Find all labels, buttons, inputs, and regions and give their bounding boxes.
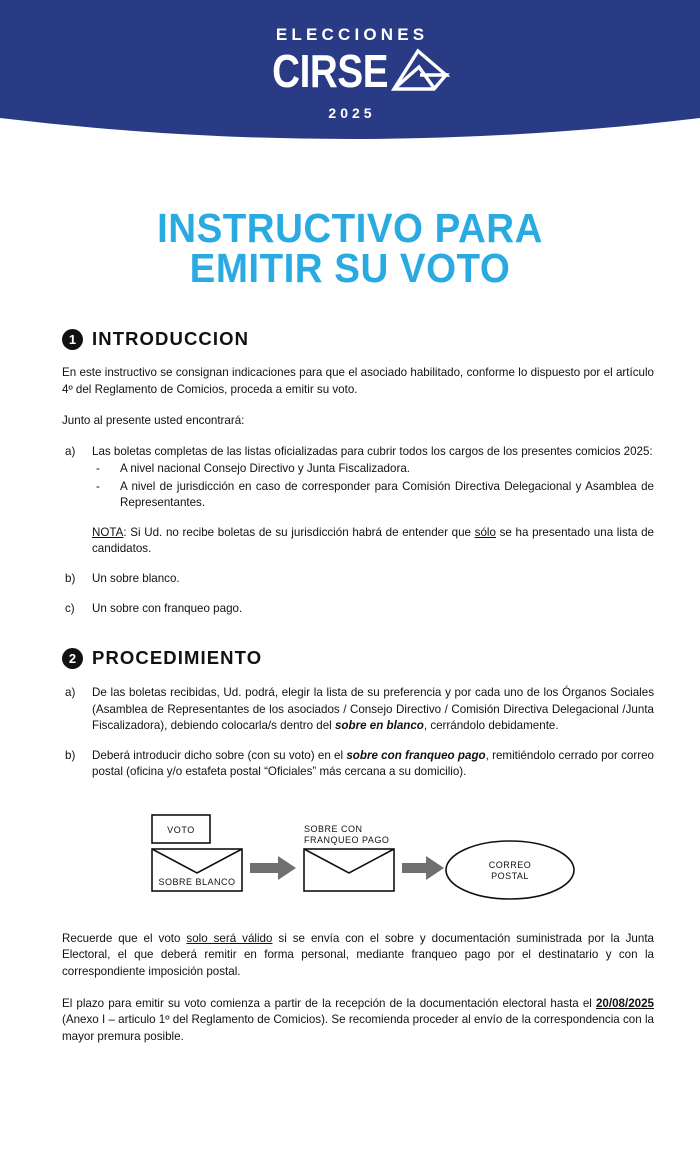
nota-label: NOTA (92, 525, 124, 539)
nota-paragraph (62, 525, 654, 558)
diagram-svg (138, 803, 578, 913)
sub-item-list (92, 461, 654, 511)
introduccion-item-list (62, 444, 654, 512)
document-body (0, 328, 700, 1045)
deadline-date: 20/08/2025 (595, 996, 654, 1010)
closing-2-part-2: (Anexo I – articulo 1º del Reglamento de Comicios). Se recomienda proceder al envío de la correspondencia con la mayor premura posible. (62, 1013, 654, 1043)
closing-1-part-1: Recuerde que el voto (62, 931, 187, 945)
list-item-marker: c) (65, 601, 75, 615)
intro-paragraph: En este instructivo se consignan indicaciones para que el asociado habilitado, conforme lo dispuesto por el artículo 4º del Reglamento de Comicios, proceda a emitir su voto. (62, 366, 654, 396)
list-item-marker: a) (65, 686, 76, 700)
list-item-marker: a) (65, 444, 76, 458)
nota-text-after: se ha presentado una lista de candidatos. (92, 525, 654, 555)
list-item-text-part-2: , cerrándolo debidamente. (423, 719, 559, 733)
sub-list-item (92, 479, 654, 512)
list-item-text: Las boletas completas de las listas oficializadas para cubrir todos los cargos de los presentes comicios 2025: (92, 444, 653, 458)
list-item-text-part-2: , remitiéndolo cerrado por correo postal (oficina y/o estafeta postal “Oficiales” más cercana a su domicilio). (92, 748, 654, 779)
list-item-text: Un sobre blanco. (92, 572, 180, 586)
envelope-monogram-icon (388, 48, 450, 94)
closing-paragraph-1 (62, 931, 654, 980)
white-envelope-label: SOBRE BLANCO (158, 876, 236, 887)
sub-list-item-text: A nivel de jurisdicción en caso de corresponder para Comisión Directiva Delegacional y Asamblea de Representantes. (120, 479, 654, 510)
dash-bullet-icon: - (96, 479, 100, 493)
list-item-text-part-1: Deberá introducir dicho sobre (con su voto) en el (92, 748, 347, 762)
sub-list-item-text: A nivel nacional Consejo Directivo y Junta Fiscalizadora. (120, 462, 410, 476)
brand-elecciones-text: ELECCIONES (275, 25, 429, 44)
list-item-text-part-1: De las boletas recibidas, Ud. podrá, elegir la lista de su preferencia y por cada uno de los Órganos Sociales (Asamblea de Representantes de los asociados / Consejo Directivo / Comisión Directiva Delegacional /Junta Fiscalizadora), debiendo colocarla/s dentro del (92, 686, 654, 733)
paid-envelope-label-line-1: SOBRE CON (304, 823, 363, 834)
list-item (62, 444, 654, 512)
postal-office-shape (446, 841, 574, 899)
page-title-line-2: EMITIR SU VOTO (189, 245, 511, 292)
section-number-badge-2: 2 (62, 648, 83, 669)
brand-cirse-text: CIRSE (272, 45, 389, 97)
page-header-banner (0, 0, 700, 152)
section-title-introduccion: INTRODUCCION (92, 328, 250, 350)
nota-emphasis: sólo (474, 525, 496, 539)
nota-text-before: : Si Ud. no recibe boletas de su jurisdicción habrá de entender que (123, 525, 475, 539)
arrow-right-icon (402, 856, 444, 880)
page-title (0, 205, 700, 292)
postal-label-line-2: POSTAL (491, 870, 529, 881)
list-item-emphasis: sobre con franqueo pago (346, 748, 486, 762)
vote-ballot-label: VOTO (167, 824, 195, 835)
arrow-right-icon (250, 856, 296, 880)
sub-list-item (92, 461, 654, 477)
section-title-procedimiento: PROCEDIMIENTO (92, 647, 263, 669)
page-title-line-1: INSTRUCTIVO PARA (157, 205, 543, 251)
section-heading-introduccion (62, 328, 654, 350)
list-item (62, 685, 654, 734)
paid-envelope-label-line-2: FRANQUEO PAGO (304, 834, 390, 845)
introduccion-item-list-continued (62, 571, 654, 617)
postal-label-line-1: CORREO (488, 859, 532, 870)
procedimiento-item-list (62, 685, 654, 780)
voting-process-diagram (62, 803, 654, 913)
list-item (62, 571, 654, 587)
list-item-text: Un sobre con franqueo pago. (92, 601, 243, 615)
list-item (62, 601, 654, 617)
list-item-marker: b) (65, 748, 76, 762)
list-item-emphasis: sobre en blanco (334, 719, 424, 733)
brand-year-text: 2025 (328, 105, 376, 121)
brand-lockup (0, 0, 700, 152)
list-item-marker: b) (65, 572, 76, 586)
list-item (62, 748, 654, 781)
closing-2-part-1: El plazo para emitir su voto comienza a partir de la recepción de la documentación electoral hasta el (62, 996, 596, 1010)
section-heading-procedimiento (62, 647, 654, 669)
closing-1-emphasis: solo será válido (186, 931, 273, 945)
section-number-badge-1: 1 (62, 329, 83, 350)
closing-1-part-2: si se envía con el sobre y documentación suministrada por la Junta Electoral, el que deberá remitir en forma personal, mediante franqueo pago por el destinatario y con la correspondiente imposición postal. (62, 931, 654, 978)
brand-wordmark-row (250, 46, 449, 96)
intro-lead-in: Junto al presente usted encontrará: (62, 414, 245, 428)
dash-bullet-icon: - (96, 462, 100, 476)
closing-paragraph-2 (62, 996, 654, 1045)
